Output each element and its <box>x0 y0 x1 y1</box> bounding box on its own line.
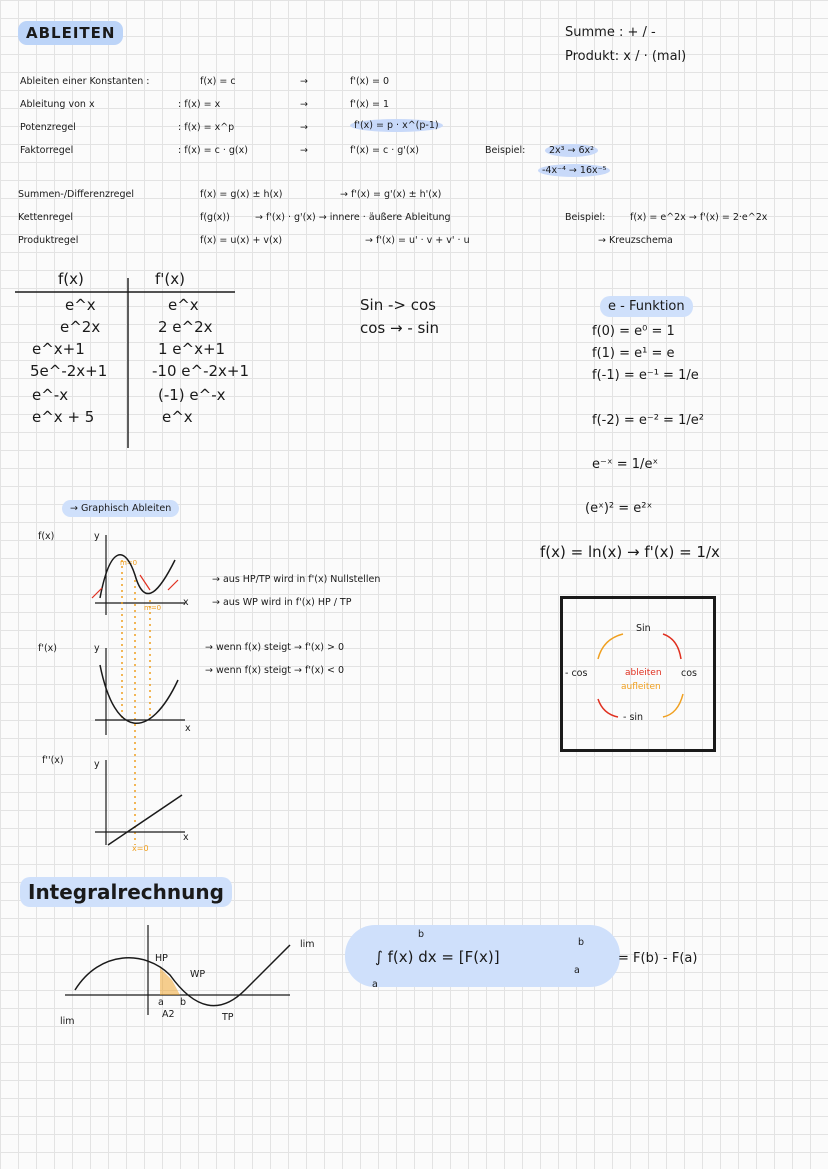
label-fx: f(x) <box>38 531 55 542</box>
m0-label: m=0 <box>144 604 162 612</box>
beispiel2-label: Beispiel: <box>565 212 606 223</box>
integral-b: b <box>180 997 187 1008</box>
x0-label: x=0 <box>132 844 149 853</box>
integral-upper: b <box>418 929 425 940</box>
integral-lower: a <box>372 979 378 990</box>
efunktion-line: f(0) = e⁰ = 1 <box>592 324 675 339</box>
integral-a: a <box>158 997 164 1008</box>
etable-head-right: f'(x) <box>155 270 185 288</box>
etable-head-left: f(x) <box>58 270 84 288</box>
rule-name: Summen-/Differenzregel <box>18 189 135 200</box>
beispiel2-expr: f(x) = e^2x → f'(x) = 2·e^2x <box>630 212 768 223</box>
etable-cell: e^-x <box>32 386 69 404</box>
efunktion-line: f(-1) = e⁻¹ = 1/e <box>592 368 699 383</box>
beispiel-expr1: 2x³ → 6x² <box>545 146 598 156</box>
rule-name: Produktregel <box>18 235 79 246</box>
y-label: y <box>94 531 100 542</box>
integral-lim: lim <box>60 1016 75 1027</box>
rule-f: f(x) = c <box>200 76 236 87</box>
rule-arrow: → <box>300 145 308 156</box>
produkt-note: Produkt: x / · (mal) <box>565 49 687 64</box>
rule-d: f'(x) = c · g'(x) <box>350 145 419 156</box>
rule-name: Ableiten einer Konstanten : <box>20 76 150 87</box>
cycle-aufleiten: aufleiten <box>621 682 661 692</box>
rule-arrow: → <box>300 76 308 87</box>
cycle-mcos: - cos <box>565 668 588 679</box>
rule-name: Faktorregel <box>20 145 74 156</box>
etable-cell: 5e^-2x+1 <box>30 362 108 380</box>
etable-cell: e^x <box>65 296 96 314</box>
rule-d: → f'(x) = u' · v + v' · u <box>365 235 470 246</box>
integral-lim: lim <box>300 939 315 950</box>
y-label: y <box>94 759 100 770</box>
efunktion-line: f(-2) = e⁻² = 1/e² <box>592 413 704 428</box>
beispiel-label: Beispiel: <box>485 145 526 156</box>
rule-name: Kettenregel <box>18 212 73 223</box>
rule-arrow: → <box>300 122 308 133</box>
rule-d: f'(x) = 1 <box>350 99 390 110</box>
graph-title: → Graphisch Ableiten <box>62 504 179 514</box>
integral-wp: WP <box>190 969 206 980</box>
graph-note: → aus HP/TP wird in f'(x) Nullstellen <box>212 574 381 585</box>
rule-f: : f(x) = x^p <box>178 122 235 133</box>
integral-result: = F(b) - F(a) <box>618 951 698 966</box>
graph-note: → aus WP wird in f'(x) HP / TP <box>212 597 352 608</box>
rule-d: f'(x) = 0 <box>350 76 390 87</box>
etable-cell: e^x+1 <box>32 340 85 358</box>
cycle-ableiten: ableiten <box>625 668 662 678</box>
integral-title: Integralrechnung <box>20 882 232 902</box>
integral-a2: A2 <box>162 1009 175 1020</box>
graph-note: → wenn f(x) steigt → f'(x) < 0 <box>205 665 345 676</box>
ln-derivative: f(x) = ln(x) → f'(x) = 1/x <box>540 543 720 561</box>
x-label: x <box>183 832 189 843</box>
rule-f: f(g(x)) <box>200 212 230 223</box>
sin-cos-line1: Sin -> cos <box>360 296 436 314</box>
beispiel-expr2: -4x⁻⁴ → 16x⁻⁵ <box>538 166 610 176</box>
etable-cell: 2 e^2x <box>158 318 213 336</box>
integral-body: ∫ f(x) dx = [F(x)] <box>375 948 500 966</box>
sin-cos-line2: cos → - sin <box>360 319 440 337</box>
rule-name: Ableitung von x <box>20 99 95 110</box>
potenz-derivative: f'(x) = p · x^(p-1) <box>350 119 443 132</box>
summe-note: Summe : + / - <box>565 25 656 40</box>
integral-bracket-sup: b <box>578 937 585 948</box>
rule-d: → f'(x) · g'(x) → innere · äußere Ableitung <box>255 212 451 223</box>
x-label: x <box>185 723 191 734</box>
kreuzschema-note: → Kreuzschema <box>598 235 673 246</box>
label-f1x: f'(x) <box>38 643 57 654</box>
integral-hp: HP <box>155 953 168 964</box>
etable-cell: 1 e^x+1 <box>158 340 226 358</box>
etable-cell: e^2x <box>60 318 101 336</box>
y-label: y <box>94 643 100 654</box>
etable-cell: e^x <box>162 408 193 426</box>
cycle-msin: - sin <box>623 712 644 723</box>
page-title: ABLEITEN <box>18 26 123 41</box>
rule-f: : f(x) = x <box>178 99 221 110</box>
rule-f: : f(x) = c · g(x) <box>178 145 248 156</box>
m0-label: m=0 <box>120 559 138 567</box>
rule-d: → f'(x) = g'(x) ± h'(x) <box>340 189 442 200</box>
rule-f: f(x) = g(x) ± h(x) <box>200 189 283 200</box>
etable-cell: e^x <box>168 296 199 314</box>
efunktion-line: f(1) = e¹ = e <box>592 346 675 361</box>
cycle-sin: Sin <box>636 623 651 634</box>
rule-name: Potenzregel <box>20 122 76 133</box>
cycle-cos: cos <box>681 668 697 679</box>
x-label: x <box>183 597 189 608</box>
etable-cell: (-1) e^-x <box>158 386 226 404</box>
efunktion-title: e - Funktion <box>600 300 693 313</box>
efunktion-line: (eˣ)² = e²ˣ <box>585 501 653 516</box>
rule-arrow: → <box>300 99 308 110</box>
etable-cell: -10 e^-2x+1 <box>152 362 250 380</box>
etable-cell: e^x + 5 <box>32 408 95 426</box>
label-f2x: f''(x) <box>42 755 64 766</box>
rule-f: f(x) = u(x) + v(x) <box>200 235 283 246</box>
integral-tp: TP <box>222 1012 234 1023</box>
graph-note: → wenn f(x) steigt → f'(x) > 0 <box>205 642 345 653</box>
efunktion-line: e⁻ˣ = 1/eˣ <box>592 457 659 472</box>
integral-bracket-sub: a <box>574 965 580 976</box>
